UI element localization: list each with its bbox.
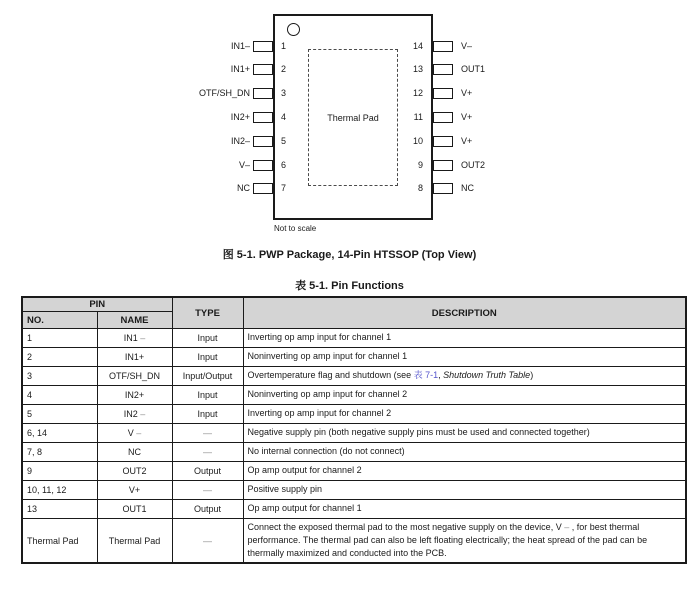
pin-label-left: IN2–	[230, 135, 250, 146]
pin-type-cell	[172, 500, 243, 519]
pin-number-right: 9	[417, 159, 423, 170]
table-row	[22, 500, 686, 519]
text-part: —	[203, 535, 212, 546]
text-part: Op amp output for channel 1	[247, 503, 362, 514]
header-pin-group: PIN	[22, 297, 172, 312]
text-part: OUT2	[122, 466, 147, 476]
pin-number-right: 13	[412, 64, 423, 75]
pin-description-cell	[243, 348, 686, 367]
text-part: –	[561, 522, 572, 532]
pin-box-right	[433, 88, 453, 99]
text-part: Noninverting op amp input for channel 1	[247, 351, 408, 362]
pin-label-right: V–	[461, 40, 473, 51]
text-part: IN2	[123, 409, 138, 419]
pin1-indicator-circle	[287, 23, 300, 36]
text-part: Positive supply pin	[247, 484, 323, 495]
header-type: TYPE	[172, 297, 243, 329]
pin-box-left	[253, 136, 273, 147]
text-part: —	[203, 485, 212, 495]
pin-box-right	[433, 183, 453, 194]
table-row	[22, 348, 686, 367]
pin-no-cell: 2	[22, 348, 97, 367]
text-part: Thermal Pad	[108, 535, 161, 546]
pin-label-right: V+	[461, 135, 473, 146]
pin-type-cell	[172, 481, 243, 500]
pin-box-right	[433, 64, 453, 75]
text-part: OUT1	[122, 504, 147, 514]
text-part: Shutdown Truth Table	[443, 370, 531, 381]
text-part: Input	[197, 352, 218, 362]
figure-caption: 图 5-1. PWP Package, 14-Pin HTSSOP (Top View)	[222, 249, 477, 261]
text-part: Input	[197, 333, 218, 343]
pin-description-cell	[243, 367, 686, 386]
pin-no-cell: 9	[22, 462, 97, 481]
table-caption: 表 5-1. Pin Functions	[295, 280, 404, 292]
pin-no-cell: 5	[22, 405, 97, 424]
text-part: Noninverting op amp input for channel 2	[247, 389, 408, 400]
text-part: –	[137, 409, 146, 419]
pin-label-left: OTF/SH_DN	[198, 88, 250, 99]
thermal-pad-region	[308, 49, 398, 186]
pin-number-right: 14	[412, 40, 423, 51]
table-row	[22, 443, 686, 462]
pin-type-cell	[172, 443, 243, 462]
pin-number-right: 10	[412, 135, 423, 146]
table-row	[22, 386, 686, 405]
pin-label-left: IN2+	[230, 111, 250, 122]
header-no: NO.	[22, 312, 97, 329]
pin-type-cell	[172, 424, 243, 443]
pin-no-cell: 3	[22, 367, 97, 386]
pin-description-cell	[243, 424, 686, 443]
text-part: V	[127, 428, 134, 438]
text-part: –	[133, 428, 142, 438]
table-row	[22, 481, 686, 500]
pin-type-cell	[172, 462, 243, 481]
table-row	[22, 424, 686, 443]
thermal-pad-label: Thermal Pad	[327, 112, 379, 123]
pin-box-right	[433, 160, 453, 171]
pin-name-cell	[97, 500, 172, 519]
pin-box-left	[253, 64, 273, 75]
pin-label-right: NC	[461, 183, 474, 194]
pin-no-cell: 1	[22, 329, 97, 348]
pin-box-right	[433, 41, 453, 52]
pin-name-cell	[97, 519, 172, 564]
pin-number-right: 11	[413, 111, 423, 122]
pin-functions-table	[21, 296, 687, 564]
pin-description-cell	[243, 462, 686, 481]
text-part: NC	[128, 447, 141, 457]
pin-box-right	[433, 112, 453, 123]
text-part: IN1+	[124, 352, 145, 362]
pin-description-cell	[243, 443, 686, 462]
pin-type-cell	[172, 386, 243, 405]
pin-box-left	[253, 160, 273, 171]
pin-number-left: 2	[281, 64, 287, 75]
text-part: Inverting op amp input for channel 2	[247, 408, 392, 419]
pin-description-cell	[243, 500, 686, 519]
pin-type-cell	[172, 367, 243, 386]
pin-no-cell: 13	[22, 500, 97, 519]
pin-box-left	[253, 41, 273, 52]
text-part: , for best thermal performance. The thermal pad can also be left floating electrically; the heat spread of the pad can be thermally maximized and conducted into the PCB.	[247, 522, 648, 559]
pin-box-left	[253, 112, 273, 123]
pin-no-cell: 7, 8	[22, 443, 97, 462]
pin-number-left: 1	[281, 40, 287, 51]
pin-label-right: V+	[461, 111, 473, 122]
pin-description-cell	[243, 386, 686, 405]
text-part: ,	[438, 370, 444, 381]
pin-name-cell	[97, 462, 172, 481]
text-part: No internal connection (do not connect)	[247, 446, 405, 457]
pin-label-right: V+	[461, 88, 473, 99]
text-part: IN1	[123, 333, 138, 343]
pin-name-cell	[97, 329, 172, 348]
pin-name-cell	[97, 481, 172, 500]
table-row	[22, 519, 686, 564]
pin-type-cell	[172, 405, 243, 424]
pin-label-left: NC	[237, 183, 250, 194]
pin-name-cell	[97, 367, 172, 386]
pin-number-left: 3	[281, 88, 287, 99]
header-description: DESCRIPTION	[243, 297, 686, 329]
table-row	[22, 462, 686, 481]
header-name: NAME	[97, 312, 172, 329]
text-part: Op amp output for channel 2	[247, 465, 362, 476]
text-part: –	[137, 333, 146, 343]
text-part: Output	[193, 466, 222, 476]
not-to-scale-note: Not to scale	[274, 224, 317, 233]
pin-number-left: 6	[281, 159, 287, 170]
pin-label-left: V–	[238, 159, 250, 170]
pin-name-cell	[97, 348, 172, 367]
pin-name-cell	[97, 443, 172, 462]
pin-type-cell	[172, 519, 243, 564]
pin-table-body	[22, 329, 686, 564]
pin-number-right: 12	[412, 88, 423, 99]
text-part: —	[203, 447, 212, 457]
pin-description-cell	[243, 519, 686, 564]
text-part: IN2+	[124, 390, 145, 400]
pin-box-left	[253, 88, 273, 99]
pin-label-right: OUT1	[461, 64, 486, 75]
pin-name-cell	[97, 424, 172, 443]
table-row	[22, 329, 686, 348]
pin-no-cell: 6, 14	[22, 424, 97, 443]
text-part: )	[530, 370, 534, 381]
pin-number-left: 4	[281, 111, 287, 122]
pin-description-cell	[243, 405, 686, 424]
pin-number-left: 5	[281, 135, 287, 146]
pin-number-left: 7	[281, 183, 287, 194]
text-part: Inverting op amp input for channel 1	[247, 332, 392, 343]
table-row	[22, 367, 686, 386]
cross-ref-link[interactable]: 表 7-1	[413, 370, 439, 381]
table-row	[22, 405, 686, 424]
pin-box-right	[433, 136, 453, 147]
pin-label-right: OUT2	[461, 159, 486, 170]
text-part: Negative supply pin (both negative supply pins must be used and connected together)	[247, 427, 590, 438]
text-part: Overtemperature flag and shutdown (see	[247, 370, 414, 381]
pin-description-cell	[243, 329, 686, 348]
pin-type-cell	[172, 348, 243, 367]
text-part: —	[203, 428, 212, 438]
pin-label-left: IN1–	[230, 40, 250, 51]
pin-name-cell	[97, 405, 172, 424]
pin-number-right: 8	[417, 183, 423, 194]
pin-label-left: IN1+	[230, 64, 250, 75]
text-part: Output	[193, 504, 222, 514]
text-part: Connect the exposed thermal pad to the most negative supply on the device, V	[247, 522, 562, 532]
text-part: Input	[197, 409, 218, 419]
text-part: Input/Output	[182, 371, 233, 381]
text-part: Input	[197, 390, 218, 400]
pin-type-cell	[172, 329, 243, 348]
pin-no-cell: Thermal Pad	[22, 519, 97, 564]
pin-no-cell: 10, 11, 12	[22, 481, 97, 500]
pin-box-left	[253, 183, 273, 194]
pin-no-cell: 4	[22, 386, 97, 405]
pin-name-cell	[97, 386, 172, 405]
text-part: OTF/SH_DN	[108, 371, 160, 381]
pin-description-cell	[243, 481, 686, 500]
text-part: V+	[128, 485, 141, 495]
